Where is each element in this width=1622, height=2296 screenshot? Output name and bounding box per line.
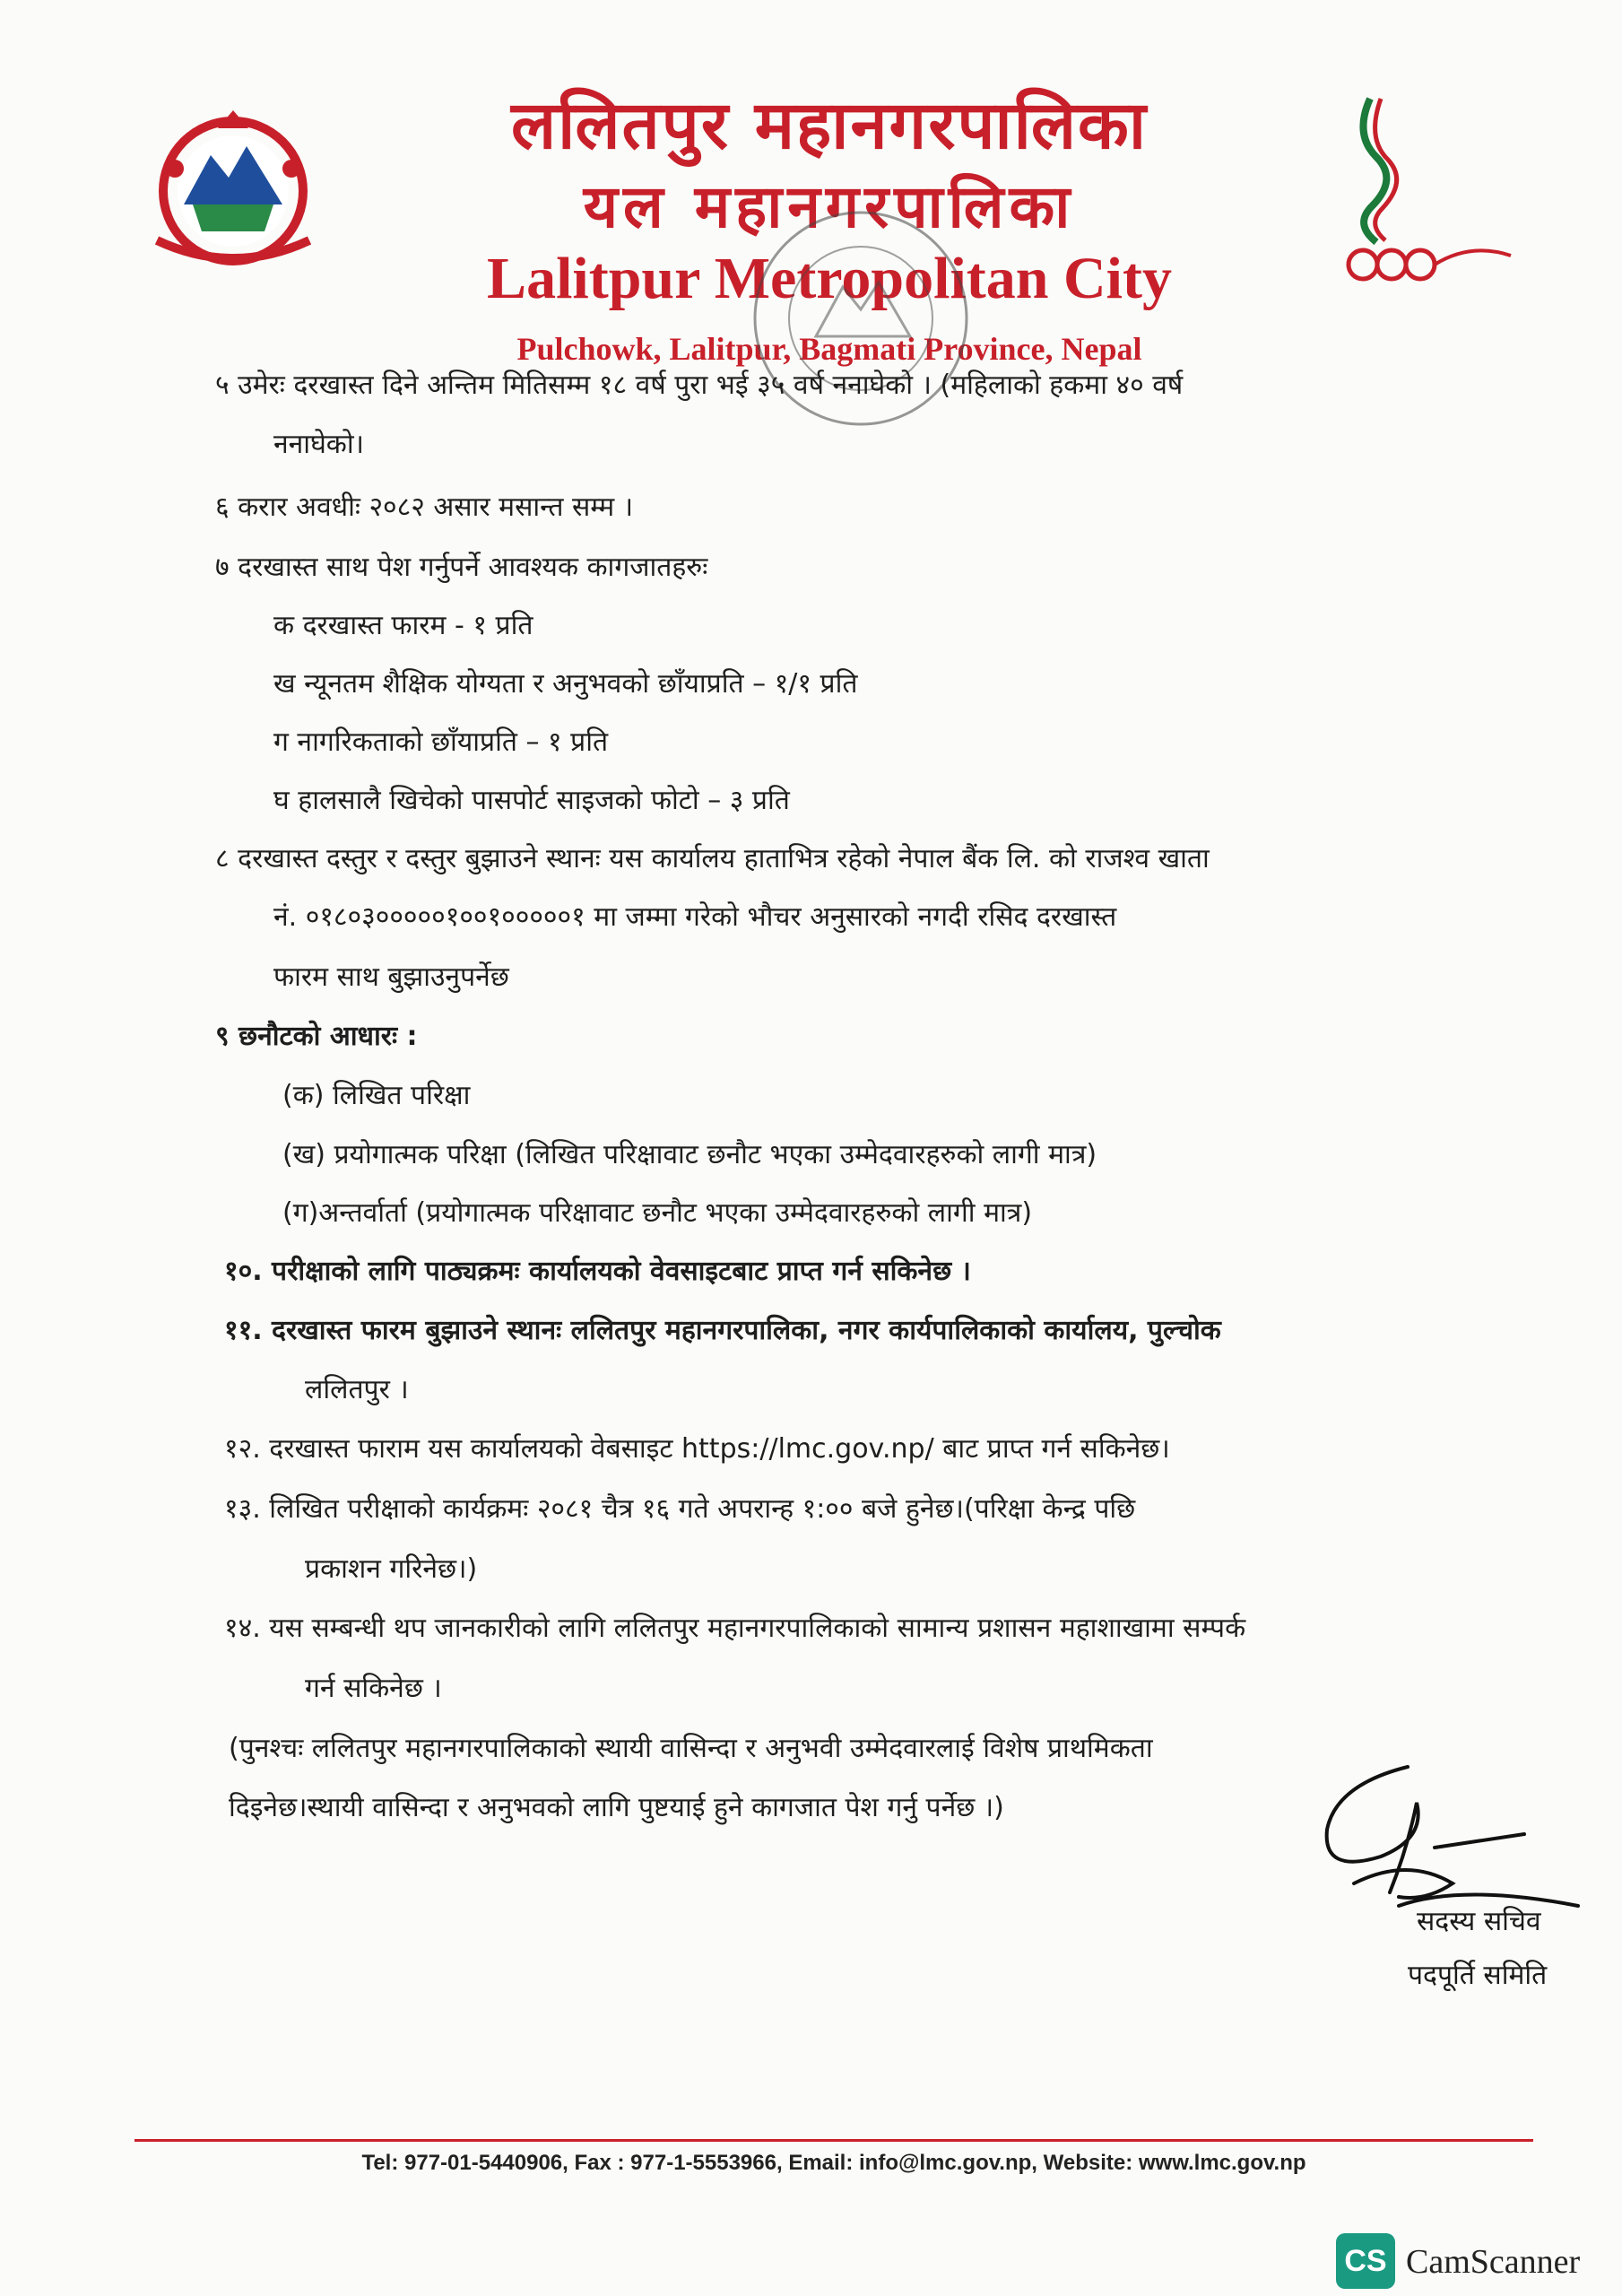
camscanner-badge-text: CS xyxy=(1344,2244,1387,2278)
selection-item-ka: (क) लिखित परिक्षा xyxy=(282,1080,471,1111)
clause-14-contact: १४. यस सम्बन्धी थप जानकारीको लागि ललितपुर महानगरपालिकाको सामान्य प्रशासन महाशाखामा सम्पर्क xyxy=(224,1613,1246,1644)
clause-7-documents: ७ दरखास्त साथ पेश गर्नुपर्ने आवश्यक कागजातहरुः xyxy=(215,552,708,583)
postscript-note: (पुनश्चः ललितपुर महानगरपालिकाको स्थायी वासिन्दा र अनुभवी उम्मेदवारलाई विशेष प्राथमिकता xyxy=(229,1733,1153,1764)
doc-item-ga: ग नागरिकताको छाँयाप्रति – १ प्रति xyxy=(273,726,609,758)
clause-5-age-cont: ननाघेको। xyxy=(273,429,364,460)
clause-12-form-download: १२. दरखास्त फाराम यस कार्यालयको वेबसाइट https://lmc.gov.np/ बाट प्राप्त गर्न सकिनेछ। xyxy=(224,1433,1170,1465)
clause-5-age: ५ उमेरः दरखास्त दिने अन्तिम मितिसम्म १८ वर्ष पुरा भई ३५ वर्ष ननाघेको । (महिलाको हकमा ४० वर्ष xyxy=(215,370,1184,401)
office-address: Pulchowk, Lalitpur, Bagmati Province, Nepal xyxy=(516,331,1142,367)
clause-11-submission-place: ११. दरखास्त फारम बुझाउने स्थानः ललितपुर महानगरपालिका, नगर कार्यपालिकाको कार्यालय, पुल्चोक xyxy=(224,1315,1221,1346)
clause-8-fee-cont2: फारम साथ बुझाउनुपर्नेछ xyxy=(273,961,509,993)
doc-item-ka: क दरखास्त फारम - १ प्रति xyxy=(273,610,533,641)
clause-13-exam-schedule: १३. लिखित परीक्षाको कार्यक्रमः २०८१ चैत्र १६ गते अपरान्ह १:०० बजे हुनेछ।(परिक्षा केन्द्र पछि xyxy=(224,1493,1136,1525)
selection-item-ga: (ग)अन्तर्वार्ता (प्रयोगात्मक परिक्षावाट छनौट भएका उम्मेदवारहरुको लागी मात्र) xyxy=(282,1197,1033,1229)
doc-item-kha: ख न्यूनतम शैक्षिक योग्यता र अनुभवको छाँयाप्रति – १/१ प्रति xyxy=(273,668,858,700)
clause-13-exam-schedule-cont: प्रकाशन गरिनेछ।) xyxy=(305,1553,478,1585)
title-newari: यल महानगरपालिका xyxy=(583,172,1076,241)
clause-14-contact-cont: गर्न सकिनेछ । xyxy=(305,1673,442,1704)
doc-item-gha: घ हालसालै खिचेको पासपोर्ट साइजको फोटो – ३ प्रति xyxy=(273,785,790,816)
clause-11-submission-place-cont: ललितपुर । xyxy=(305,1374,409,1405)
clause-10-syllabus: १०. परीक्षाको लागि पाठ्यक्रमः कार्यालयको वेवसाइटबाट प्राप्त गर्न सकिनेछ । xyxy=(224,1256,971,1287)
clause-8-fee-cont: नं. ०१८०३०००००१००१०००००१ मा जम्मा गरेको भौचर अनुसारको नगदी रसिद दरखास्त xyxy=(273,901,1117,933)
lalitpur-logo-icon xyxy=(1336,90,1515,287)
clause-9-selection-basis: ९ छनौटको आधारः : xyxy=(215,1021,418,1052)
title-nepali: ललितपुर महानगरपालिका xyxy=(511,87,1148,164)
title-english: Lalitpur Metropolitan City xyxy=(487,246,1172,311)
signatory-committee: पदपूर्ति समिति xyxy=(1408,1960,1548,1991)
footer-contact: Tel: 977-01-5440906, Fax : 977-1-5553966, Email: info@lmc.gov.np, Website: www.lmc.gov.np xyxy=(361,2151,1306,2175)
camscanner-watermark: CamScanner xyxy=(1406,2243,1581,2281)
nepal-emblem-icon xyxy=(139,106,327,272)
camscanner-logo-icon xyxy=(1336,2233,1395,2289)
signatory-title: सदस्य सचिव xyxy=(1417,1906,1541,1937)
postscript-note-cont: दिइनेछ।स्थायी वासिन्दा र अनुभवको लागि पुष्टयाई हुने कागजात पेश गर्नु पर्नेछ ।) xyxy=(229,1792,1004,1823)
clause-6-contract-period: ६ करार अवधीः २०८२ असार मसान्त सम्म । xyxy=(215,491,634,523)
selection-item-kha: (ख) प्रयोगात्मक परिक्षा (लिखित परिक्षावाट छनौट भएका उम्मेदवारहरुको लागी मात्र) xyxy=(282,1139,1097,1170)
clause-8-fee: ८ दरखास्त दस्तुर र दस्तुर बुझाउने स्थानः यस कार्यालय हाताभित्र रहेको नेपाल बैंक लि. को राजश्व खाता xyxy=(215,843,1210,874)
footer-divider xyxy=(134,2139,1533,2142)
